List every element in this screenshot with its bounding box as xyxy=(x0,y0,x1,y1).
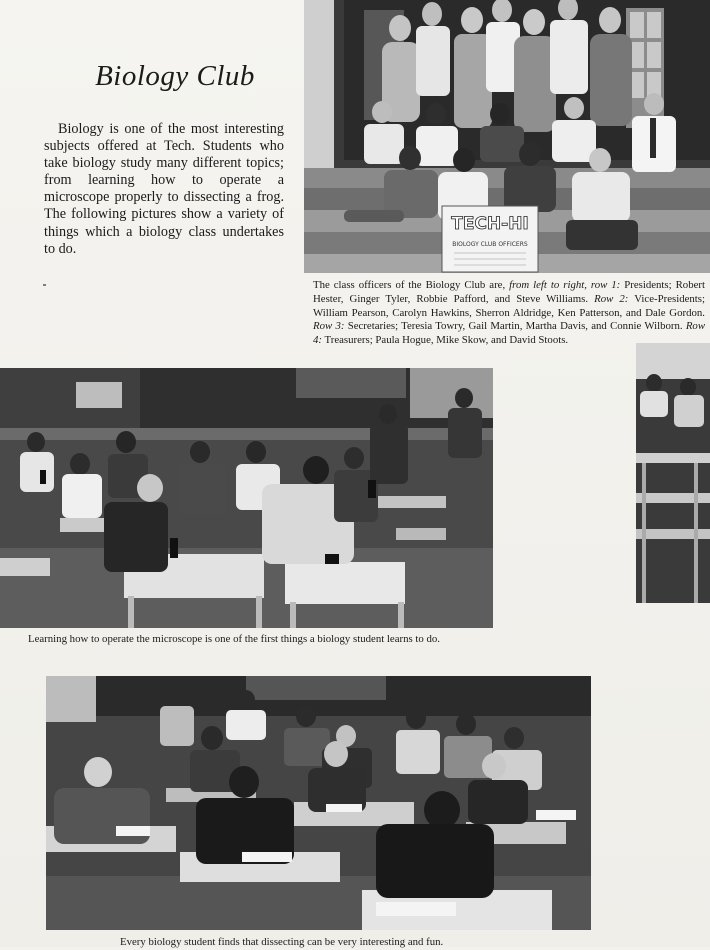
caption-row3-label: Row 3: xyxy=(313,320,345,333)
caption-row2-label: Row 2: xyxy=(594,292,629,305)
side-photo xyxy=(636,343,710,603)
caption-row2: Vice-Presidents; William Pearson, Carolyn Hawkins, Sherron Aldridge, Ken Patterson, and Dale Gordon. xyxy=(313,292,705,319)
page-title: Biology Club xyxy=(95,60,255,92)
microscope-class-photo xyxy=(0,368,493,628)
microscope-caption: Learning how to operate the microscope is one of the first things a biology student learns to do. xyxy=(28,633,440,645)
caption-lead-italic: from left to right, row 1: xyxy=(509,279,621,291)
caption-row1: Presidents; Robert Hester, Ginger Tyler, Robbie Pafford, and Steve Williams. xyxy=(313,279,705,305)
sign-title: TECH-HI xyxy=(451,214,529,234)
dissecting-caption: Every biology student finds that dissecting can be very interesting and fun. xyxy=(120,936,444,948)
sign-subtitle: BIOLOGY CLUB OFFICERS xyxy=(452,241,528,248)
caption-row4-label: Row 4: xyxy=(313,320,706,347)
officers-photo xyxy=(304,0,710,273)
dissecting-class-photo xyxy=(46,676,591,930)
caption-lead: The class officers of the Biology Club are, xyxy=(313,279,506,291)
officers-caption xyxy=(313,279,705,348)
intro-paragraph: Biology is one of the most interesting subjects offered at Tech. Students who take biology study many different topics; from learning how to operate a microscope properly to dissecting a frog. The following pictures show a variety of things which a biology class undertakes to do. xyxy=(44,121,284,257)
print-speck xyxy=(43,284,46,286)
officers-sign xyxy=(442,206,538,272)
caption-row3: Secretaries; Teresia Towry, Gail Martin, Martha Davis, and Connie Wilborn. xyxy=(347,320,683,333)
caption-row4: Treasurers; Paula Hogue, Mike Skow, and David Stoots. xyxy=(324,334,569,347)
